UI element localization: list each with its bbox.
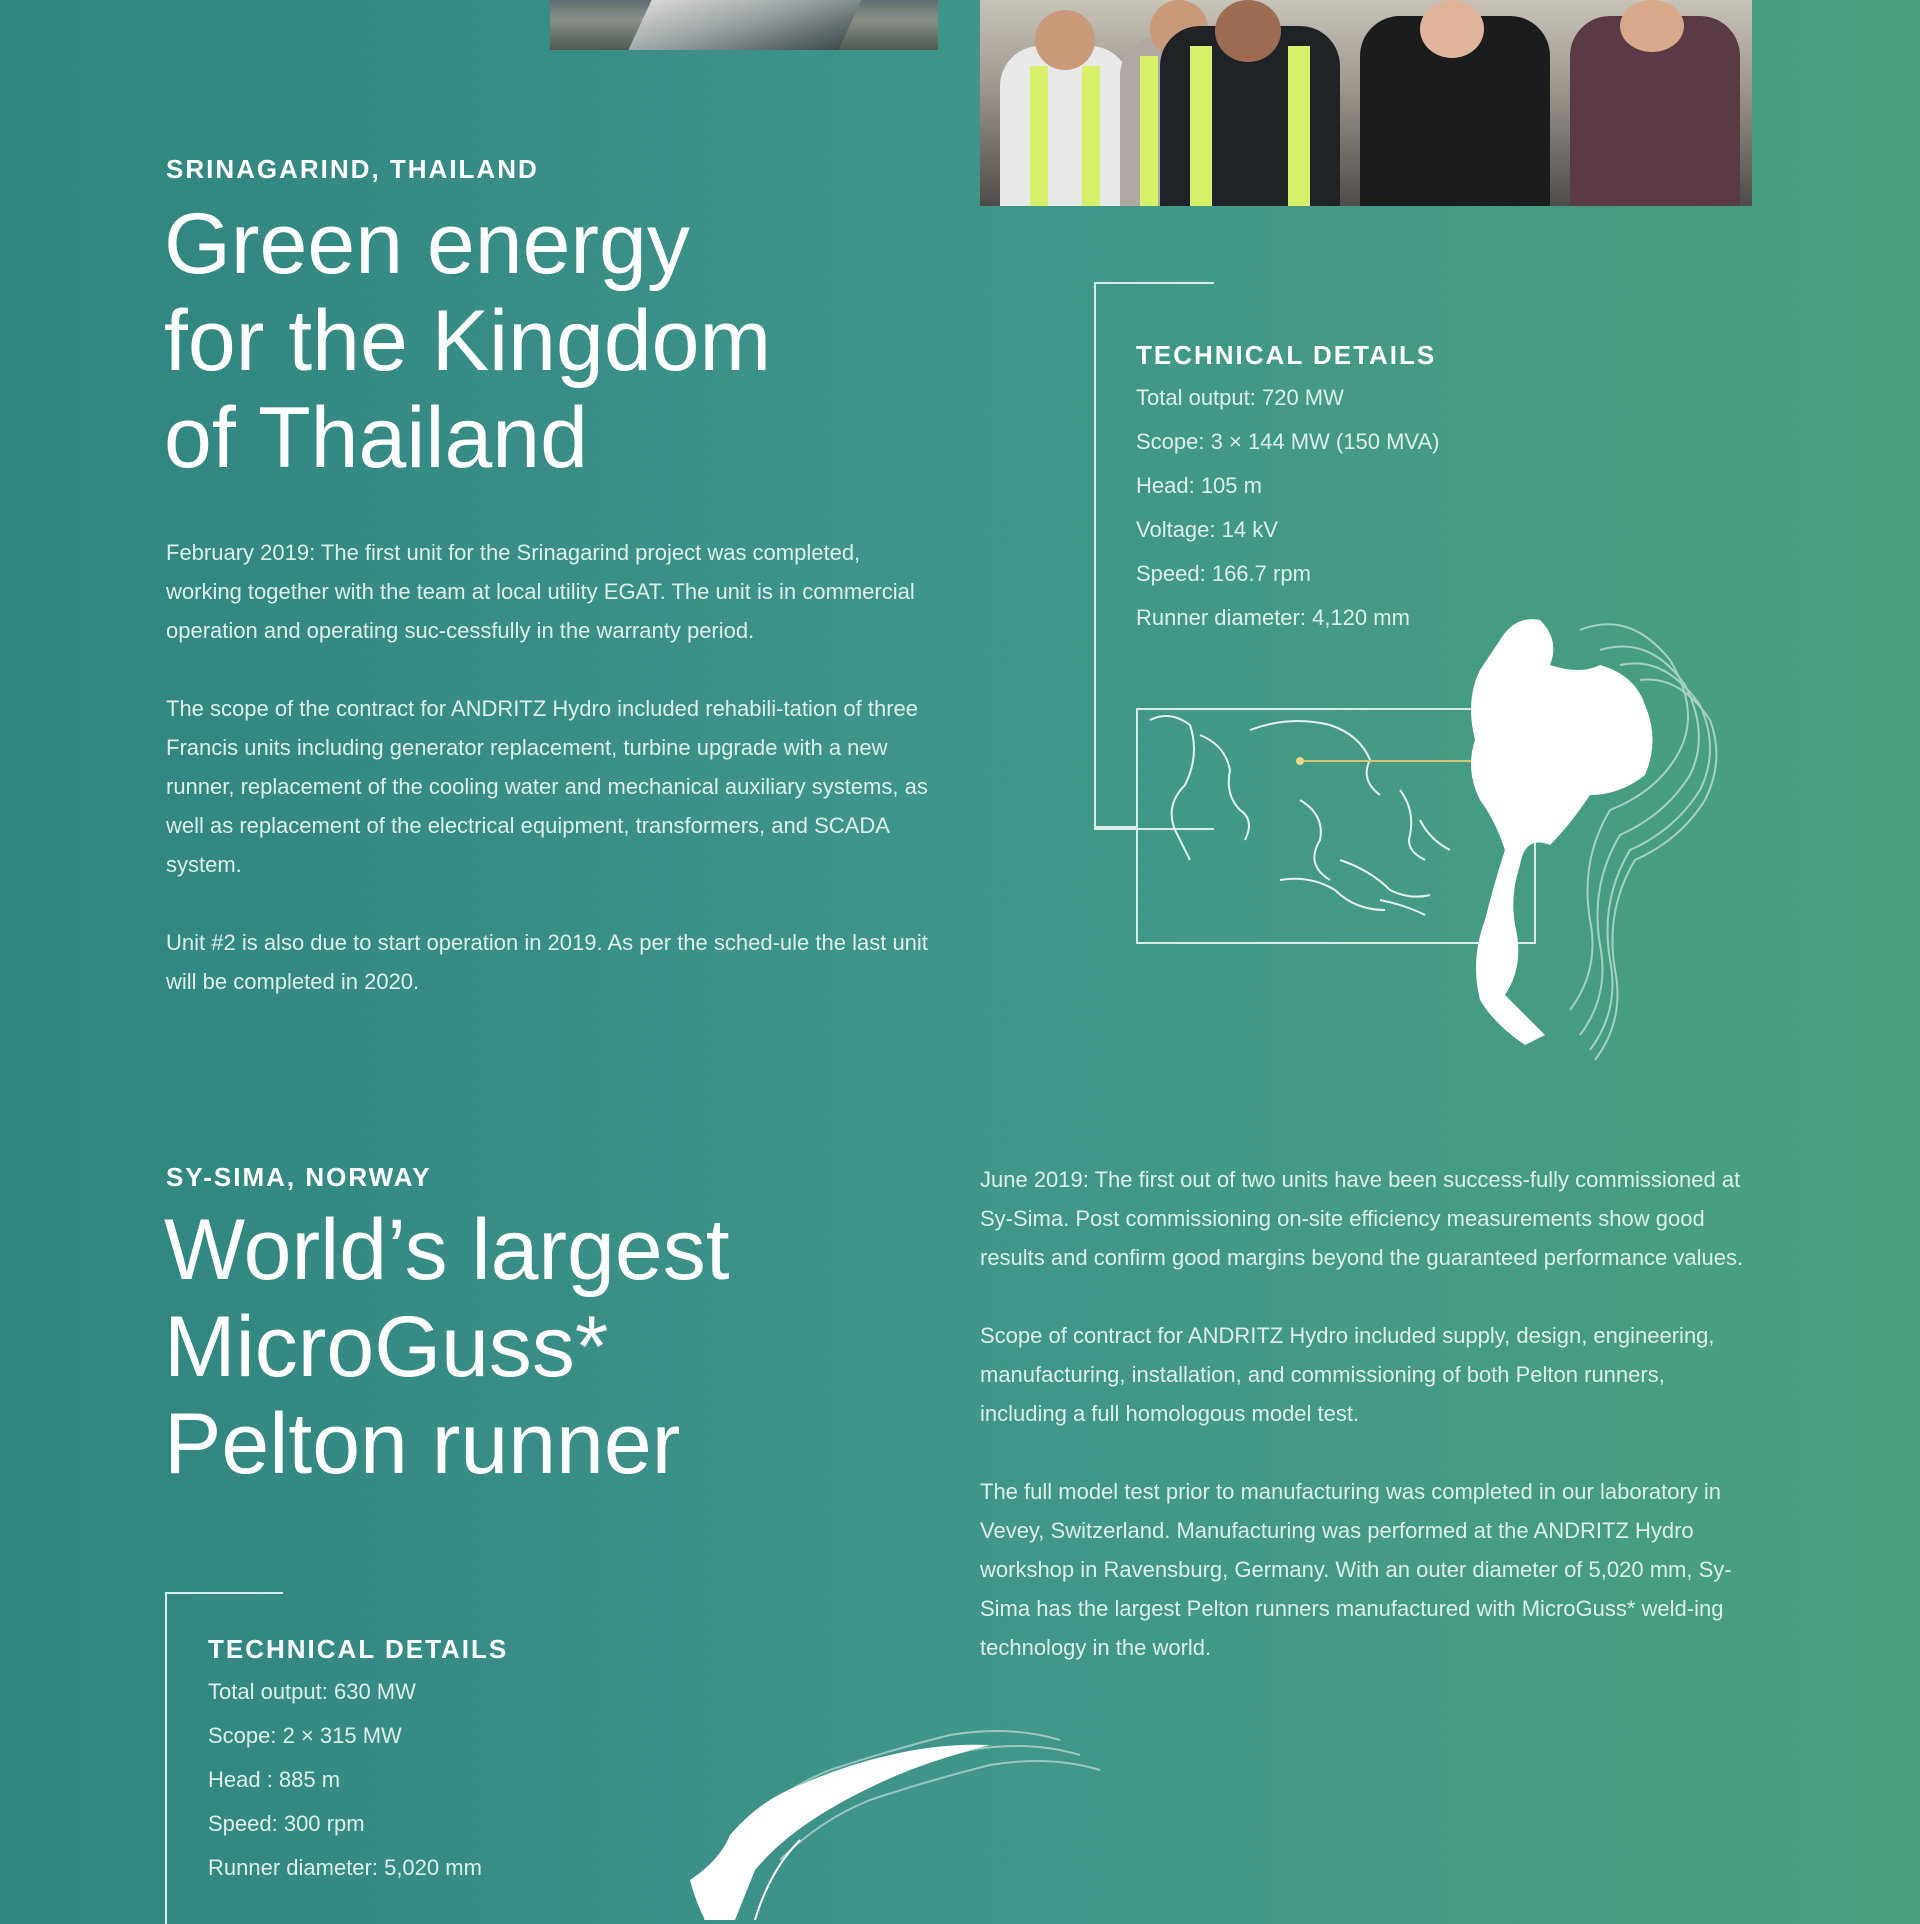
thailand-headline-line-2: for the Kingdom [164, 293, 772, 389]
tech-item: Speed: 300 rpm [208, 1811, 365, 1836]
tech-item: Speed: 166.7 rpm [1136, 561, 1311, 586]
tech-item: Runner diameter: 5,020 mm [208, 1855, 482, 1880]
thailand-location: SRINAGARIND, THAILAND [166, 154, 539, 184]
tech-item: Total output: 630 MW [208, 1679, 416, 1704]
tech-item: Runner diameter: 4,120 mm [1136, 605, 1410, 630]
norway-headline-line-1: World’s largest [164, 1202, 730, 1298]
thailand-tech-title: TECHNICAL DETAILS [1136, 340, 1437, 370]
thailand-headline-line-3: of Thailand [164, 390, 588, 486]
thailand-paragraph-1: February 2019: The first unit for the Srinagarind project was completed, working together with the team at local utility EGAT. The unit is in commercial operation and operating suc-cessfully in the warranty period. [166, 540, 915, 643]
tech-item: Scope: 2 × 315 MW [208, 1723, 402, 1748]
tech-item: Scope: 3 × 144 MW (150 MVA) [1136, 429, 1440, 454]
thailand-paragraph-3: Unit #2 is also due to start operation in 2019. As per the sched-ule the last unit will be completed in 2020. [166, 930, 928, 994]
norway-paragraph-2: Scope of contract for ANDRITZ Hydro included supply, design, engineering, manufacturing, installation, and commissioning of both Pelton runners, including a full homologous model test. [980, 1323, 1715, 1426]
tech-item: Head: 105 m [1136, 473, 1262, 498]
norway-headline-line-3: Pelton runner [164, 1396, 681, 1492]
norway-paragraph-3: The full model test prior to manufacturing was completed in our laboratory in Vevey, Switzerland. Manufacturing was performed at the ANDRITZ Hydro workshop in Ravensburg, Germany. With an outer diameter of 5,020 mm, Sy-Sima has the largest Pelton runners manufactured with MicroGuss* weld-ing technology in the world. [980, 1479, 1732, 1660]
norway-location: SY-SIMA, NORWAY [166, 1162, 432, 1192]
tech-item: Voltage: 14 kV [1136, 517, 1278, 542]
tech-item: Head : 885 m [208, 1767, 341, 1792]
tech-item: Total output: 720 MW [1136, 385, 1344, 410]
norway-paragraph-1: June 2019: The first out of two units have been success-fully commissioned at Sy-Sima. Post commissioning on-site efficiency measurements show good results and confirm good margins beyond the guaranteed performance values. [980, 1167, 1744, 1270]
norway-headline-line-2: MicroGuss* [164, 1299, 609, 1395]
thailand-headline-line-1: Green energy [164, 196, 690, 292]
thailand-paragraph-2: The scope of the contract for ANDRITZ Hydro included rehabili-tation of three Francis units including generator replacement, turbine upgrade with a new runner, replacement of the cooling water and mechanical auxiliary systems, as well as replacement of the electrical equipment, transformers, and SCADA system. [166, 696, 928, 877]
norway-tech-title: TECHNICAL DETAILS [208, 1634, 509, 1664]
